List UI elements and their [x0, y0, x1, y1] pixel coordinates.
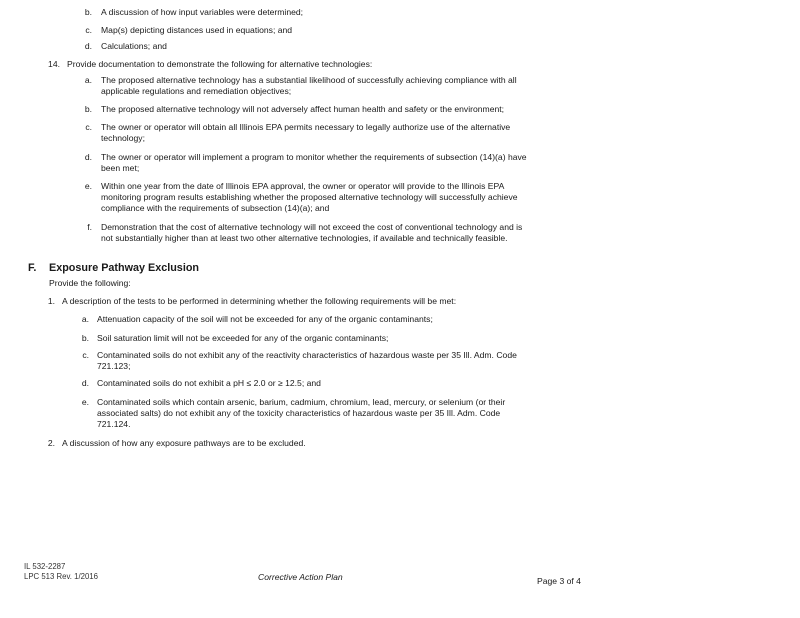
list-item: Map(s) depicting distances used in equations; and	[101, 25, 293, 35]
footer-document-title: Corrective Action Plan	[258, 572, 343, 582]
item-2-text: A discussion of how any exposure pathways are to be excluded.	[62, 438, 306, 448]
list-marker: e.	[84, 181, 92, 191]
list-item-line: Demonstration that the cost of alternative technology will not exceed the cost of conventional technology and is	[101, 222, 523, 232]
section-title: Exposure Pathway Exclusion	[49, 262, 200, 274]
list-item: Calculations; and	[101, 41, 167, 51]
list-marker: c.	[82, 350, 89, 360]
list-item-line: Contaminated soils which contain arsenic, barium, cadmium, chromium, lead, mercury, or selenium (or their	[97, 397, 506, 407]
list-marker: d.	[81, 378, 89, 388]
list-marker: a.	[84, 75, 92, 85]
list-marker: b.	[84, 104, 92, 114]
list-item: A discussion of how input variables were determined;	[101, 7, 304, 17]
item-14-marker: 14.	[48, 59, 60, 69]
list-item-line: Contaminated soils do not exhibit a pH ≤ 2.0 or ≥ 12.5; and	[97, 378, 321, 388]
list-marker: f.	[87, 222, 92, 232]
list-item-line: The owner or operator will implement a program to monitor whether the requirements of subsection (14)(a) have	[101, 152, 527, 162]
item-1-marker: 1.	[47, 296, 55, 306]
item-1-text: A description of the tests to be performed in determining whether the following requirements will be met:	[62, 296, 457, 306]
list-item-line: Soil saturation limit will not be exceeded for any of the organic contaminants;	[97, 333, 389, 343]
list-marker: a.	[81, 314, 89, 324]
list-marker: d.	[84, 152, 92, 162]
list-marker: b.	[81, 333, 89, 343]
list-item-line: Within one year from the date of Illinois EPA approval, the owner or operator will provide to the Illinois EPA	[101, 181, 505, 191]
list-marker: c.	[85, 122, 92, 132]
list-item-line: associated salts) do not exhibit any of the toxicity characteristics of hazardous waste per 35 Ill. Adm. Code	[97, 408, 501, 418]
form-id-line-2: LPC 513 Rev. 1/2016	[24, 572, 98, 581]
list-item-line: applicable regulations and remediation objectives;	[101, 86, 292, 96]
list-item-line: 721.124.	[97, 419, 131, 429]
list-item-line: Contaminated soils do not exhibit any of the reactivity characteristics of hazardous waste per 35 Ill. Adm. Code	[97, 350, 517, 360]
list-item-line: monitoring program results establishing whether the proposed alternative technology will successfully achieve	[101, 192, 518, 202]
list-item-line: not substantially higher than at least two other alternative technologies, if available and technically feasible.	[101, 233, 508, 243]
list-item-line: The owner or operator will obtain all Illinois EPA permits necessary to legally authorize use of the alternative	[101, 122, 511, 132]
list-marker: e.	[81, 397, 89, 407]
list-item-line: The proposed alternative technology will not adversely affect human health and safety or the environment;	[101, 104, 505, 114]
item-2-marker: 2.	[47, 438, 55, 448]
list-marker: c.	[85, 25, 92, 35]
page-number: Page 3 of 4	[537, 576, 581, 586]
list-item-line: compliance with the requirements of subsection (14)(a); and	[101, 203, 330, 213]
section-letter: F.	[28, 262, 37, 274]
list-marker: d.	[84, 41, 92, 51]
list-item-line: been met;	[101, 163, 140, 173]
list-item-line: Attenuation capacity of the soil will not be exceeded for any of the organic contaminants;	[97, 314, 433, 324]
section-intro: Provide the following:	[49, 278, 131, 288]
list-item-line: technology;	[101, 133, 145, 143]
item-14-text: Provide documentation to demonstrate the following for alternative technologies:	[67, 59, 373, 69]
list-item-line: 721.123;	[97, 361, 131, 371]
list-marker: b.	[84, 7, 92, 17]
list-item-line: The proposed alternative technology has a substantial likelihood of successfully achieving compliance with all	[101, 75, 517, 85]
form-id-line-1: IL 532-2287	[24, 562, 66, 571]
